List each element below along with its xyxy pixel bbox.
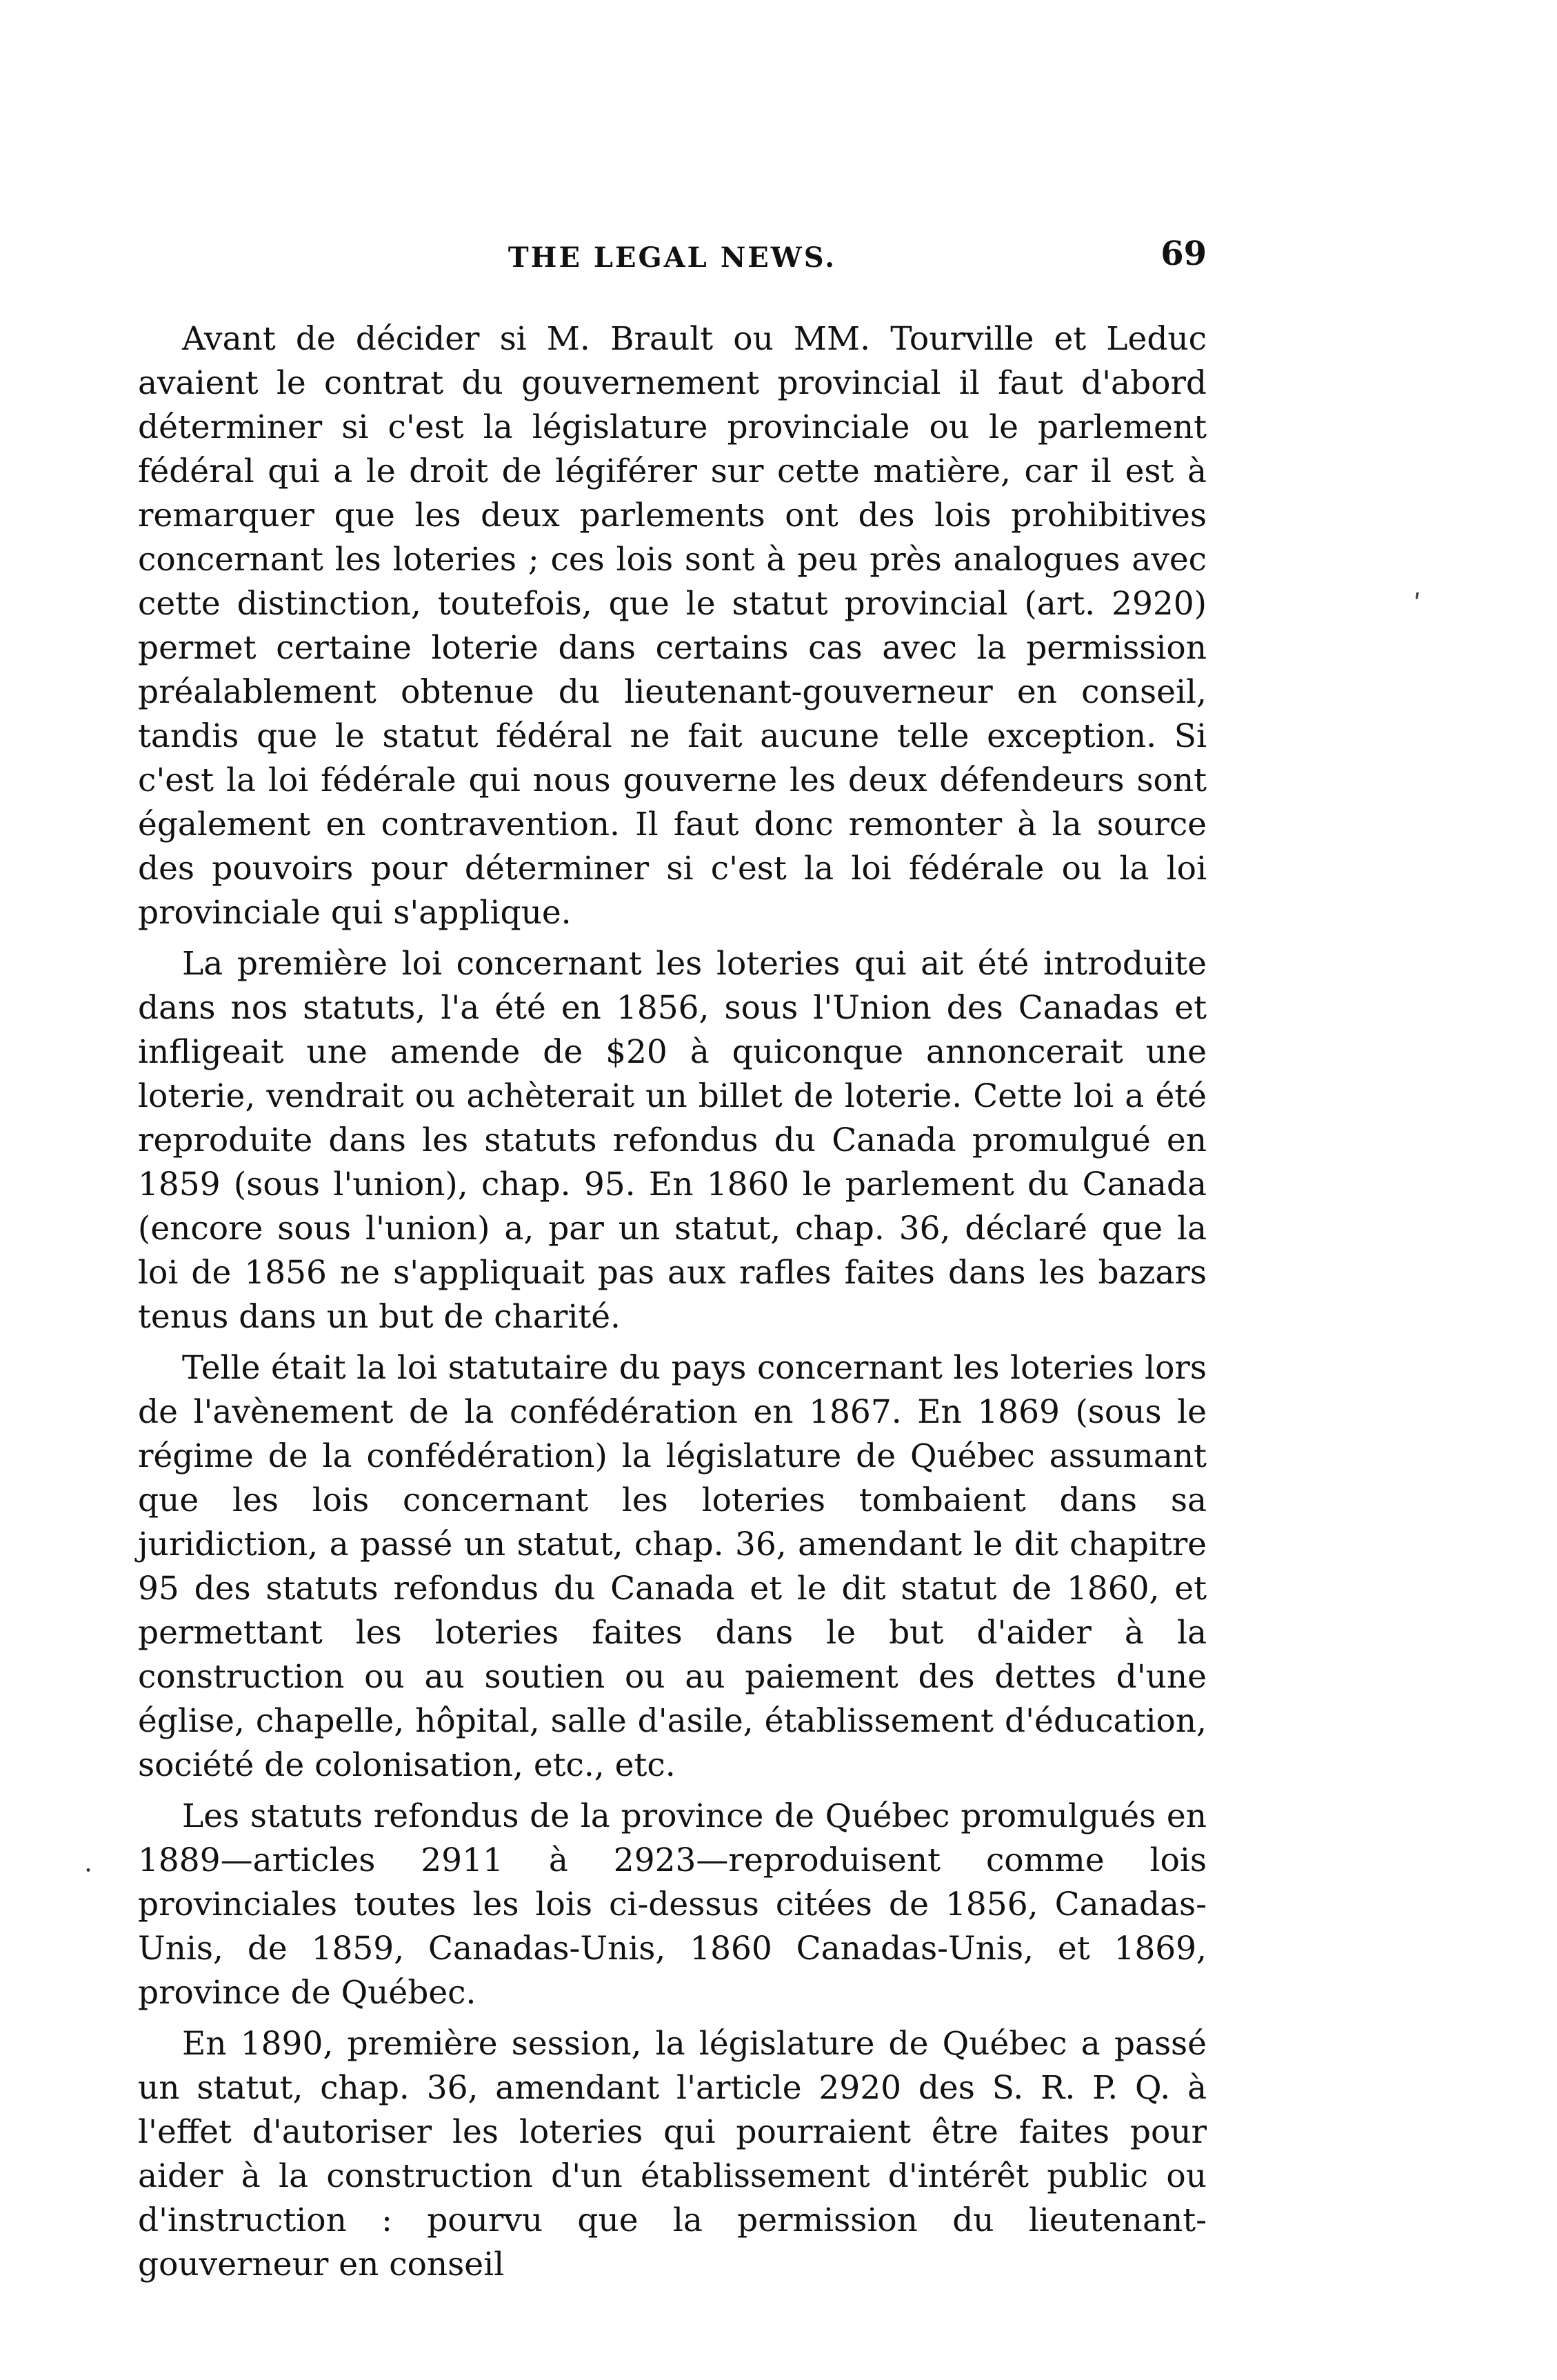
paragraph-4: Les statuts refondus de la province de Québec promulgués en 1889—articles 2911 à 2923—reproduisent comme lois provinciales toutes les lois ci-dessus citées de 1856, Canadas-Unis, de 1859, Canadas-Unis, 1860 Canadas-Unis, et 1869, province de Québec. [138, 1797, 1207, 2012]
paragraph-3: Telle était la loi statutaire du pays concernant les loteries lors de l'avènement de la confédération en 1867. En 1869 (sous le régime de la confédération) la législature de Québec assumant que les lois concernant les loteries tombaient dans sa juridiction, a passé un statut, chap. 36, amendant le dit chapitre 95 des statuts refondus du Canada et le dit statut de 1860, et permettant les loteries faites dans le but d'aider à la construction ou au soutien ou au paiement des dettes d'une église, chapelle, hôpital, salle d'asile, établissement d'éducation, société de colonisation, etc., etc. [138, 1349, 1207, 1784]
paragraph-5: En 1890, première session, la législature de Québec a passé un statut, chap. 36, amendant l'article 2920 des S. R. P. Q. à l'effet d'autoriser les loteries qui pourraient être faites pour aider à la construction d'un établissement d'intérêt public ou d'instruction : pourvu que la permission du lieutenant-gouverneur en conseil [138, 2025, 1207, 2283]
header-title: THE LEGAL NEWS. [508, 241, 837, 274]
body-text [138, 317, 1207, 2287]
margin-mark-left: · [84, 1855, 93, 1886]
running-header [138, 228, 1207, 290]
paragraph-1: Avant de décider si M. Brault ou MM. Tourville et Leduc avaient le contrat du gouvernement provincial il faut d'abord déterminer si c'est la législature provinciale ou le parlement fédéral qui a le droit de légiférer sur cette matière, car il est à remarquer que les deux parlements ont des lois prohibitives concernant les loteries ; ces lois sont à peu près analogues avec cette distinction, toutefois, que le statut provincial (art. 2920) permet certaine loterie dans certains cas avec la permission préalablement obtenue du lieutenant-gouverneur en conseil, tandis que le statut fédéral ne fait aucune telle exception. Si c'est la loi fédérale qui nous gouverne les deux défendeurs sont également en contravention. Il faut donc remonter à la source des pouvoirs pour déterminer si c'est la loi fédérale ou la loi provinciale qui s'applique. [138, 320, 1207, 932]
page-number: 69 [1161, 234, 1207, 273]
paragraph-2: La première loi concernant les loteries qui ait été introduite dans nos statuts, l'a été en 1856, sous l'Union des Canadas et infligeait une amende de $20 à quiconque annoncerait une loterie, vendrait ou achèterait un billet de loterie. Cette loi a été reproduite dans les statuts refondus du Canada promulgué en 1859 (sous l'union), chap. 95. En 1860 le parlement du Canada (encore sous l'union) a, par un statut, chap. 36, déclaré que la loi de 1856 ne s'appliquait pas aux rafles faites dans les bazars tenus dans un but de charité. [138, 945, 1207, 1336]
margin-mark-right: ʹ [1414, 590, 1421, 620]
document-page [138, 228, 1207, 2294]
